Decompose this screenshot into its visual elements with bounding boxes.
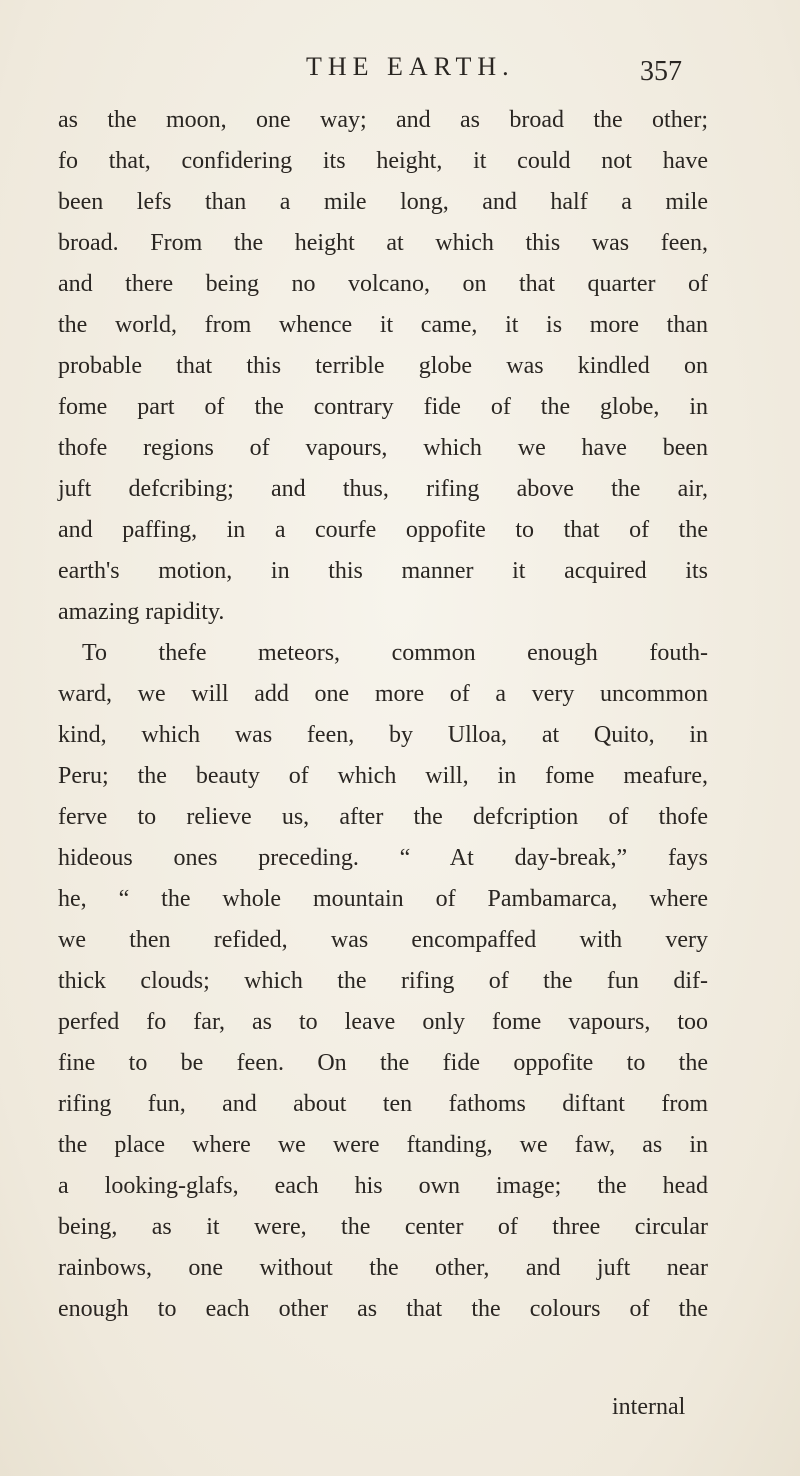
text-line: fo that, confidering its height, it could not have [58, 148, 708, 174]
text-line: and there being no volcano, on that quarter of [58, 271, 708, 297]
catchword: internal [612, 1394, 686, 1420]
text-line: perfed fo far, as to leave only fome vapours, too [58, 1009, 708, 1035]
page-number: 357 [640, 56, 682, 87]
running-head: THE EARTH. [306, 52, 515, 81]
text-line: fine to be feen. On the fide oppofite to the [58, 1050, 708, 1076]
text-line: rainbows, one without the other, and juft near [58, 1255, 708, 1281]
text-line: enough to each other as that the colours of the [58, 1296, 708, 1322]
text-line: kind, which was feen, by Ulloa, at Quito, in [58, 722, 708, 748]
text-line: amazing rapidity. [58, 599, 225, 625]
text-line: we then refided, was encompaffed with very [58, 927, 708, 953]
text-line: thick clouds; which the rifing of the fun dif- [58, 968, 708, 994]
text-line: being, as it were, the center of three circular [58, 1214, 708, 1240]
page-header [0, 52, 800, 92]
text-line: rifing fun, and about ten fathoms diftant from [58, 1091, 708, 1117]
text-line: earth's motion, in this manner it acquired its [58, 558, 708, 584]
text-line: juft defcribing; and thus, rifing above the air, [58, 476, 708, 502]
text-line: thofe regions of vapours, which we have been [58, 435, 708, 461]
text-line: and paffing, in a courfe oppofite to that of the [58, 517, 708, 543]
text-line: as the moon, one way; and as broad the other; [58, 107, 708, 133]
text-line: a looking-glafs, each his own image; the head [58, 1173, 708, 1199]
text-line: ward, we will add one more of a very uncommon [58, 681, 708, 707]
text-line: fome part of the contrary fide of the globe, in [58, 394, 708, 420]
text-line: been lefs than a mile long, and half a mile [58, 189, 708, 215]
text-line: Peru; the beauty of which will, in fome meafure, [58, 763, 708, 789]
text-line: hideous ones preceding. “ At day-break,” fays [58, 845, 708, 871]
text-line: broad. From the height at which this was feen, [58, 230, 708, 256]
text-line: the place where we were ftanding, we faw, as in [58, 1132, 708, 1158]
body-text [58, 100, 708, 1330]
text-line: ferve to relieve us, after the defcription of thofe [58, 804, 708, 830]
text-line: he, “ the whole mountain of Pambamarca, where [58, 886, 708, 912]
text-line: To thefe meteors, common enough fouth- [82, 640, 708, 666]
text-line: the world, from whence it came, it is more than [58, 312, 708, 338]
text-line: probable that this terrible globe was kindled on [58, 353, 708, 379]
